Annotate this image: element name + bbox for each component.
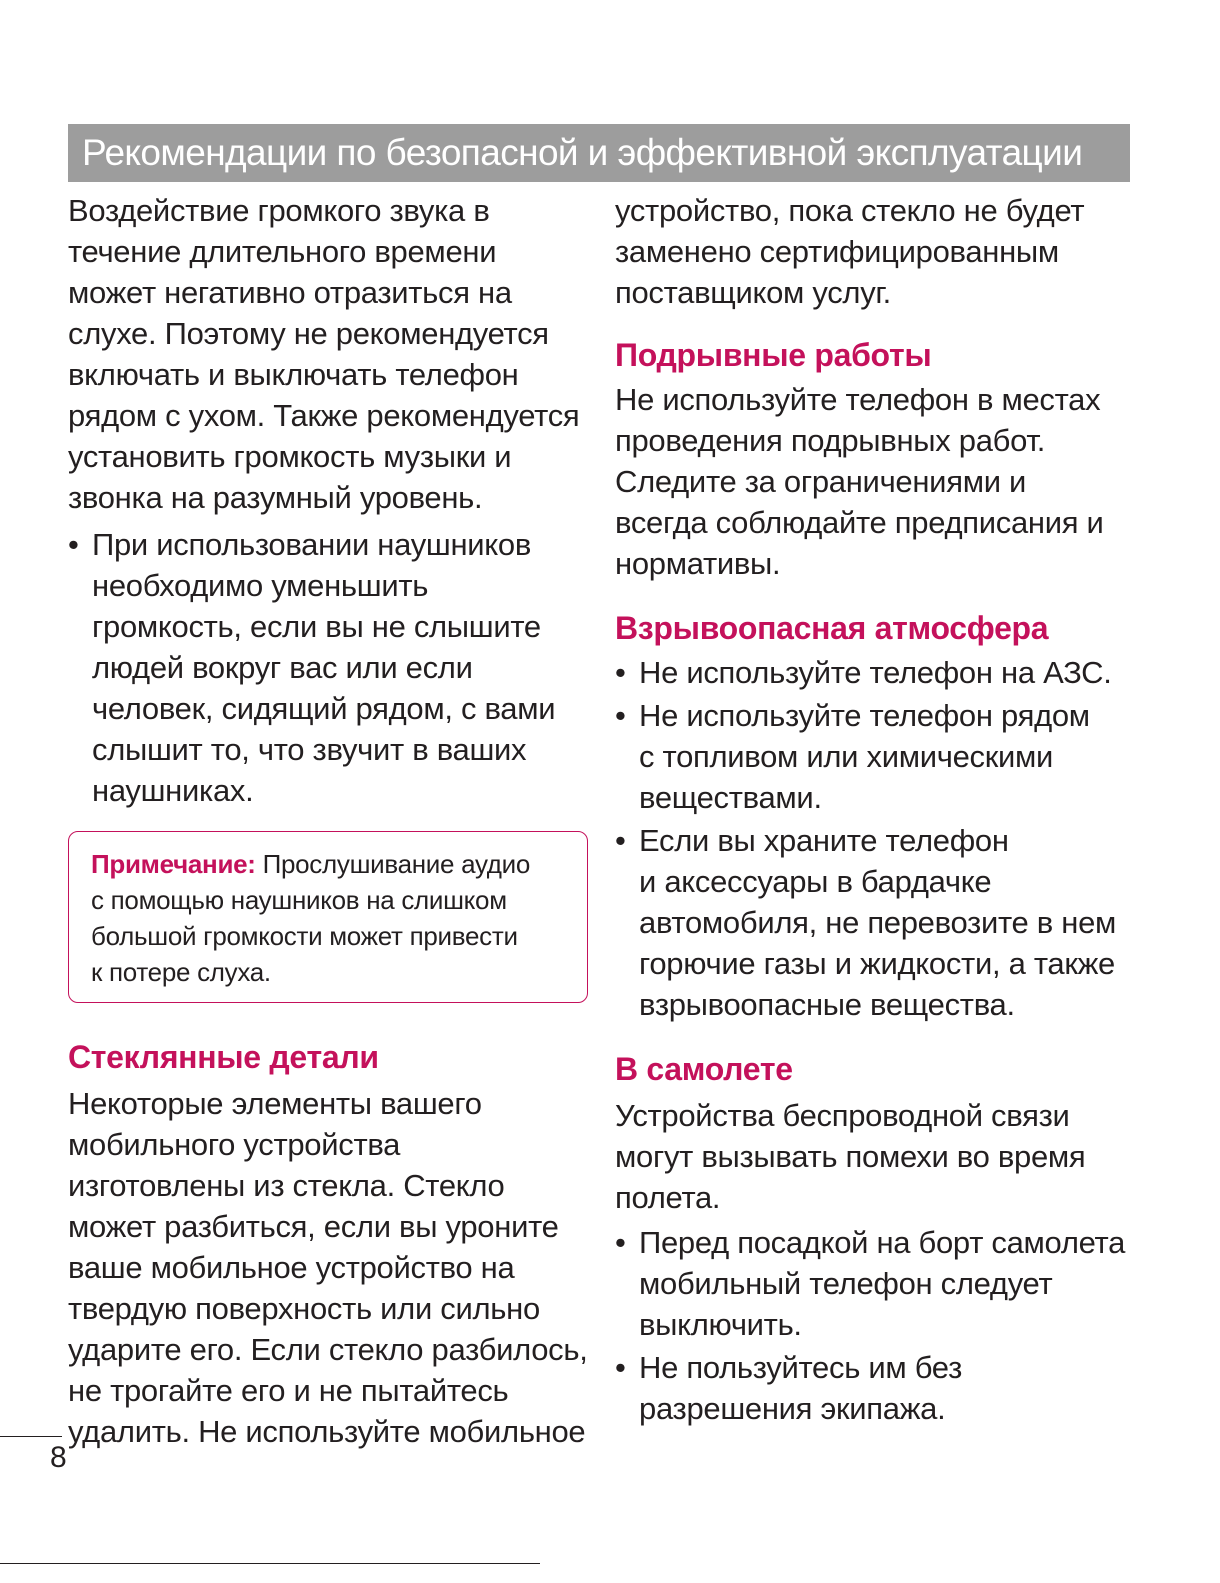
bullet-text: Не используйте телефон рядом с топливом или химическими веществами. (639, 698, 1090, 815)
blast-text: Не используйте телефон в местах проведения подрывных работ. Следите за ограничениями и всегда соблюдайте предписания и нормативы. (615, 382, 1104, 581)
right-column (615, 190, 1135, 1429)
bottom-rule (0, 1563, 540, 1564)
bullet-icon: • (615, 655, 626, 690)
list-item (615, 1347, 1135, 1429)
plane-heading: В самолете (615, 1051, 793, 1087)
atmosphere-heading: Взрывоопасная атмосфера (615, 610, 1049, 646)
list-item (615, 1222, 1135, 1345)
blast-heading: Подрывные работы (615, 337, 932, 373)
bullet-icon: • (615, 823, 626, 858)
bullet-text: Перед посадкой на борт самолета мобильный телефон следует выключить. (639, 1225, 1126, 1342)
glass-text: Некоторые элементы вашего мобильного устройства изготовлены из стекла. Стекло может разбиться, если вы уроните ваше мобильное устройство на твердую поверхность или сильно ударите его. Если стекло разбилось, не трогайте его и не пытайтесь удалить. Не используйте мобильное (68, 1086, 588, 1449)
glass-text-continued: устройство, пока стекло не будет заменено сертифицированным поставщиком услуг. (615, 193, 1085, 310)
note-text: Прослушивание аудио (255, 849, 531, 879)
note-box (68, 831, 588, 1003)
hearing-intro: Воздействие громкого звука в течение длительного времени может негативно отразиться на слухе. Поэтому не рекомендуется включать и выключать телефон рядом с ухом. Также рекомендуется установить громкость музыки и звонка на разумный уровень. (68, 193, 580, 515)
page-number-rule (0, 1436, 62, 1437)
bullet-text: При использовании наушников необходимо уменьшить громкость, если вы не слышите людей вокруг вас или если человек, сидящий рядом, с вами слышит то, что звучит в ваших наушниках. (92, 527, 556, 808)
bullet-icon: • (615, 698, 626, 733)
bullet-text: Если вы храните телефон и аксессуары в бардачке автомобиля, не перевозите в нем горючие газы и жидкости, а также взрывоопасные вещества. (639, 823, 1117, 1022)
glass-heading: Стеклянные детали (68, 1039, 379, 1075)
page-number: 8 (50, 1441, 67, 1474)
bullet-icon: • (615, 1350, 626, 1385)
plane-bullets (615, 1222, 1135, 1429)
hearing-bullets (68, 524, 588, 811)
plane-text: Устройства беспроводной связи могут вызывать помехи во время полета. (615, 1098, 1086, 1215)
bullet-icon: • (615, 1225, 626, 1260)
atmosphere-bullets (615, 652, 1135, 1025)
left-column (68, 190, 588, 1452)
list-item (615, 820, 1135, 1025)
list-item (68, 524, 588, 811)
bullet-text: Не пользуйтесь им без разрешения экипажа. (639, 1350, 962, 1426)
list-item (615, 652, 1135, 693)
note-text-cont: с помощью наушников на слишком большой громкости может привести к потере слуха. (91, 885, 518, 987)
section-banner: Рекомендации по безопасной и эффективной эксплуатации (68, 124, 1130, 182)
note-label: Примечание: (91, 849, 256, 879)
list-item (615, 695, 1135, 818)
bullet-text: Не используйте телефон на АЗС. (639, 655, 1112, 690)
bullet-icon: • (68, 527, 79, 562)
